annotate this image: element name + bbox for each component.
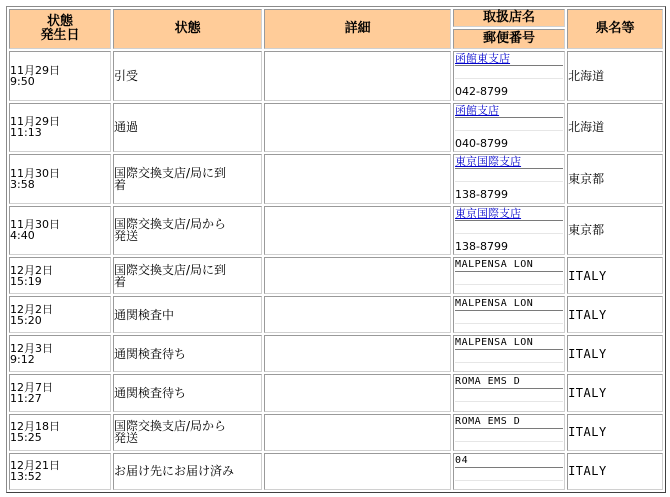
event-status xyxy=(113,296,262,333)
header-date xyxy=(9,9,111,49)
event-status xyxy=(113,374,262,411)
status-text: 国際交換支店/局から xyxy=(113,217,226,232)
event-detail xyxy=(264,51,451,101)
table-row xyxy=(9,296,663,333)
tracking-table-frame xyxy=(6,6,666,493)
event-date xyxy=(9,51,111,101)
table-row xyxy=(9,206,663,256)
office-link[interactable]: 東京国際支店 xyxy=(455,206,522,220)
office-divider xyxy=(455,349,563,363)
event-date xyxy=(9,414,111,451)
table-row xyxy=(9,51,663,101)
event-detail xyxy=(264,296,451,333)
event-detail xyxy=(264,414,451,451)
event-time: 15:25 xyxy=(10,431,42,445)
table-row xyxy=(9,257,663,294)
office-divider xyxy=(455,310,563,324)
office-link[interactable]: 函館東支店 xyxy=(455,52,511,65)
status-text: 通過 xyxy=(113,120,138,135)
office-name: MALPENSA LON xyxy=(455,337,534,349)
event-day: 12月18日 xyxy=(10,420,60,434)
status-text: 着 xyxy=(113,274,126,289)
prefecture: 北海道 xyxy=(567,103,663,153)
office-divider xyxy=(455,65,563,79)
event-time: 9:50 xyxy=(10,74,35,88)
status-text: 引受 xyxy=(113,68,138,83)
event-day: 11月30日 xyxy=(10,218,60,232)
status-text: 国際交換支店/局に到 xyxy=(113,262,226,277)
office-name: MALPENSA LON xyxy=(455,298,534,310)
status-text: 通関検査待ち xyxy=(113,346,186,361)
prefecture: 東京都 xyxy=(567,206,663,256)
event-date xyxy=(9,103,111,153)
postal-code: 042-8799 xyxy=(455,85,509,98)
table-row xyxy=(9,154,663,204)
prefecture: 東京都 xyxy=(567,154,663,204)
event-time: 3:58 xyxy=(10,177,35,191)
event-status xyxy=(113,257,262,294)
event-day: 12月3日 xyxy=(10,341,53,355)
status-text: 着 xyxy=(113,177,126,192)
office-divider xyxy=(455,467,563,481)
event-day: 11月30日 xyxy=(10,166,60,180)
office-link[interactable]: 東京国際支店 xyxy=(455,155,522,169)
event-detail xyxy=(264,335,451,372)
status-text: お届け先にお届け済み xyxy=(113,464,234,479)
event-time: 11:27 xyxy=(10,392,42,406)
event-date xyxy=(9,374,111,411)
office-divider xyxy=(455,428,563,442)
header-date-line2: 発生日 xyxy=(40,28,80,43)
table-row xyxy=(9,335,663,372)
office-cell xyxy=(453,257,565,294)
event-time: 9:12 xyxy=(10,352,35,366)
event-status xyxy=(113,51,262,101)
event-status xyxy=(113,414,262,451)
postal-code: 040-8799 xyxy=(455,136,509,150)
header-prefecture: 県名等 xyxy=(567,9,663,49)
office-name: MALPENSA LON xyxy=(455,259,534,271)
event-day: 12月21日 xyxy=(10,459,60,473)
prefecture: 北海道 xyxy=(567,51,663,101)
event-status xyxy=(113,206,262,256)
office-cell xyxy=(453,51,565,101)
event-date xyxy=(9,335,111,372)
event-detail xyxy=(264,453,451,490)
event-day: 12月7日 xyxy=(10,381,53,395)
event-status xyxy=(113,103,262,153)
event-date xyxy=(9,257,111,294)
prefecture: ITALY xyxy=(567,453,663,490)
header-office: 取扱店名 xyxy=(453,9,565,27)
event-day: 11月29日 xyxy=(10,63,60,77)
office-cell xyxy=(453,335,565,372)
event-detail xyxy=(264,257,451,294)
office-divider xyxy=(455,271,563,285)
event-date xyxy=(9,296,111,333)
table-row xyxy=(9,414,663,451)
office-divider xyxy=(455,117,563,131)
event-time: 11:13 xyxy=(10,126,42,140)
status-text: 発送 xyxy=(113,229,138,244)
office-cell xyxy=(453,414,565,451)
office-divider xyxy=(455,388,563,402)
event-status xyxy=(113,453,262,490)
office-name: ROMA EMS D xyxy=(455,376,521,388)
status-text: 通関検査待ち xyxy=(113,386,186,401)
header-postal: 郵便番号 xyxy=(453,29,565,49)
event-time: 4:40 xyxy=(10,229,35,243)
event-detail xyxy=(264,374,451,411)
status-text: 国際交換支店/局から xyxy=(113,419,226,434)
table-row xyxy=(9,453,663,490)
event-date xyxy=(9,453,111,490)
office-cell xyxy=(453,103,565,153)
office-cell xyxy=(453,374,565,411)
event-detail xyxy=(264,206,451,256)
header-detail: 詳細 xyxy=(264,9,451,49)
prefecture: ITALY xyxy=(567,257,663,294)
event-time: 15:20 xyxy=(10,313,42,327)
office-name: 04 xyxy=(455,454,469,466)
postal-code: 138-8799 xyxy=(455,188,509,202)
event-time: 13:52 xyxy=(10,470,42,484)
event-day: 12月2日 xyxy=(10,302,53,316)
table-row xyxy=(9,374,663,411)
office-name: ROMA EMS D xyxy=(455,415,521,427)
prefecture: ITALY xyxy=(567,374,663,411)
tracking-table xyxy=(7,7,665,492)
status-text: 発送 xyxy=(113,431,138,446)
event-day: 12月2日 xyxy=(10,263,53,277)
status-text: 通関検査中 xyxy=(113,307,174,322)
postal-code: 138-8799 xyxy=(455,239,509,253)
prefecture: ITALY xyxy=(567,335,663,372)
office-divider xyxy=(455,220,563,234)
event-status xyxy=(113,335,262,372)
event-detail xyxy=(264,103,451,153)
event-status xyxy=(113,154,262,204)
prefecture: ITALY xyxy=(567,296,663,333)
prefecture: ITALY xyxy=(567,414,663,451)
header-date-line1: 状態 xyxy=(46,14,73,29)
office-divider xyxy=(455,168,563,182)
header-status: 状態 xyxy=(113,9,262,49)
office-cell xyxy=(453,296,565,333)
office-cell xyxy=(453,154,565,204)
status-text: 国際交換支店/局に到 xyxy=(113,165,226,180)
event-time: 15:19 xyxy=(10,274,42,288)
office-cell xyxy=(453,453,565,490)
event-day: 11月29日 xyxy=(10,115,60,129)
office-cell xyxy=(453,206,565,256)
event-date xyxy=(9,206,111,256)
event-date xyxy=(9,154,111,204)
table-row xyxy=(9,103,663,153)
event-detail xyxy=(264,154,451,204)
office-link[interactable]: 函館支店 xyxy=(455,103,500,117)
